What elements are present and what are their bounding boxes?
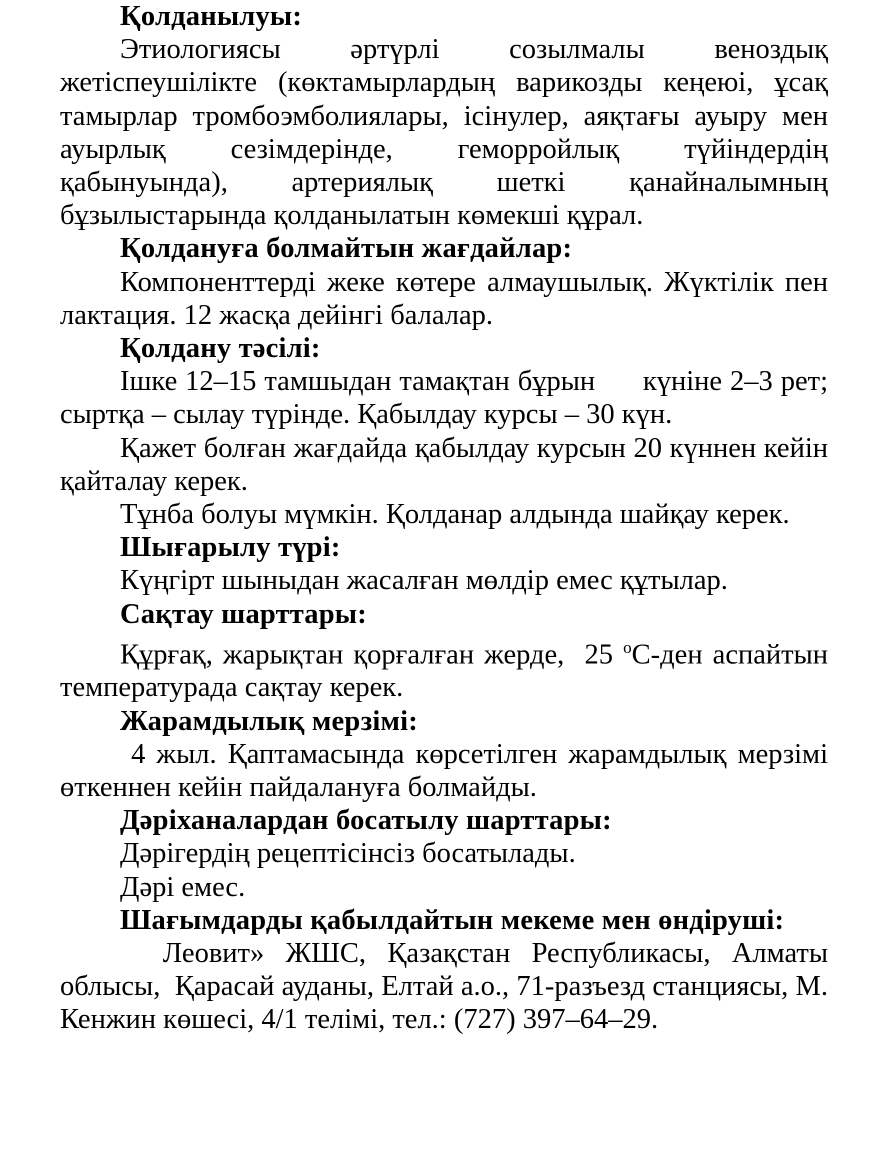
form-heading: Шығарылу түрі: xyxy=(120,532,341,564)
shelf-life-heading: Жарамдылық мерзімі: xyxy=(120,705,418,737)
degree-symbol: о xyxy=(623,637,632,657)
administration-text-3: Тұнба болуы мүмкін. Қолданар алдында шайқау керек. xyxy=(120,499,790,531)
usage-heading: Қолданылуы: xyxy=(120,1,303,32)
storage-text-after: С-ден аспайтын температурада сақтау керек. xyxy=(60,639,836,704)
dispensing-text-1: Дәрігердің рецептісінсіз босатылады. xyxy=(120,838,576,870)
contraindications-heading: Қолдануға болмайтын жағдайлар: xyxy=(120,233,573,265)
storage-text-before: Құрғақ, жарықтан қорғалған жерде, 25 xyxy=(120,639,624,671)
form-text: Күңгірт шыныдан жасалған мөлдір емес құтылар. xyxy=(120,565,728,597)
dispensing-text-2: Дәрі емес. xyxy=(120,871,246,903)
manufacturer-text: Леовит» ЖШС, Қазақстан Республикасы, Алматы облысы, Қарасай ауданы, Елтай а.о., 71-разъезд станциясы, М. Кенжин көшесі, 4/1 телімі, тел.: (727) 397–64–29. xyxy=(60,937,836,1036)
shelf-life-text: 4 жыл. Қаптамасында көрсетілген жарамдылық мерзімі өткеннен кейін пайдалануға болмайды. xyxy=(60,738,836,803)
administration-text-1: Ішке 12–15 тамшыдан тамақтан бұрын күніне 2–3 рет; сыртқа – сылау түрінде. Қабылдау курсы – 30 күн. xyxy=(60,366,836,431)
storage-heading: Сақтау шарттары: xyxy=(120,598,367,630)
contraindications-text: Компоненттерді жеке көтере алмаушылық. Жүктілік пен лактация. 12 жасқа дейінгі балалар. xyxy=(60,266,828,331)
administration-heading: Қолдану тәсілі: xyxy=(120,333,321,365)
dispensing-heading: Дәріханалардан босатылу шарттары: xyxy=(120,805,612,837)
storage-text xyxy=(60,631,836,705)
administration-text-2: Қажет болған жағдайда қабылдау курсын 20 күннен кейін қайталау керек. xyxy=(60,432,828,497)
document-body xyxy=(60,0,836,1037)
manufacturer-heading: Шағымдарды қабылдайтын мекеме мен өндіруші: xyxy=(120,904,785,936)
usage-text: Этиологиясы әртүрлі созылмалы веноздық жетіспеушілікте (көктамырлардың варикозды кеңеюі, ұсақ тамырлар тромбоэмболиялары, ісінулер, аяқтағы ауыру мен ауырлық сезімдерінде, геморройлық түйіндердің қабынуында), артериялық шеткі қанайналымның бұзылыстарында қолданылатын көмекші құрал. xyxy=(60,34,828,232)
